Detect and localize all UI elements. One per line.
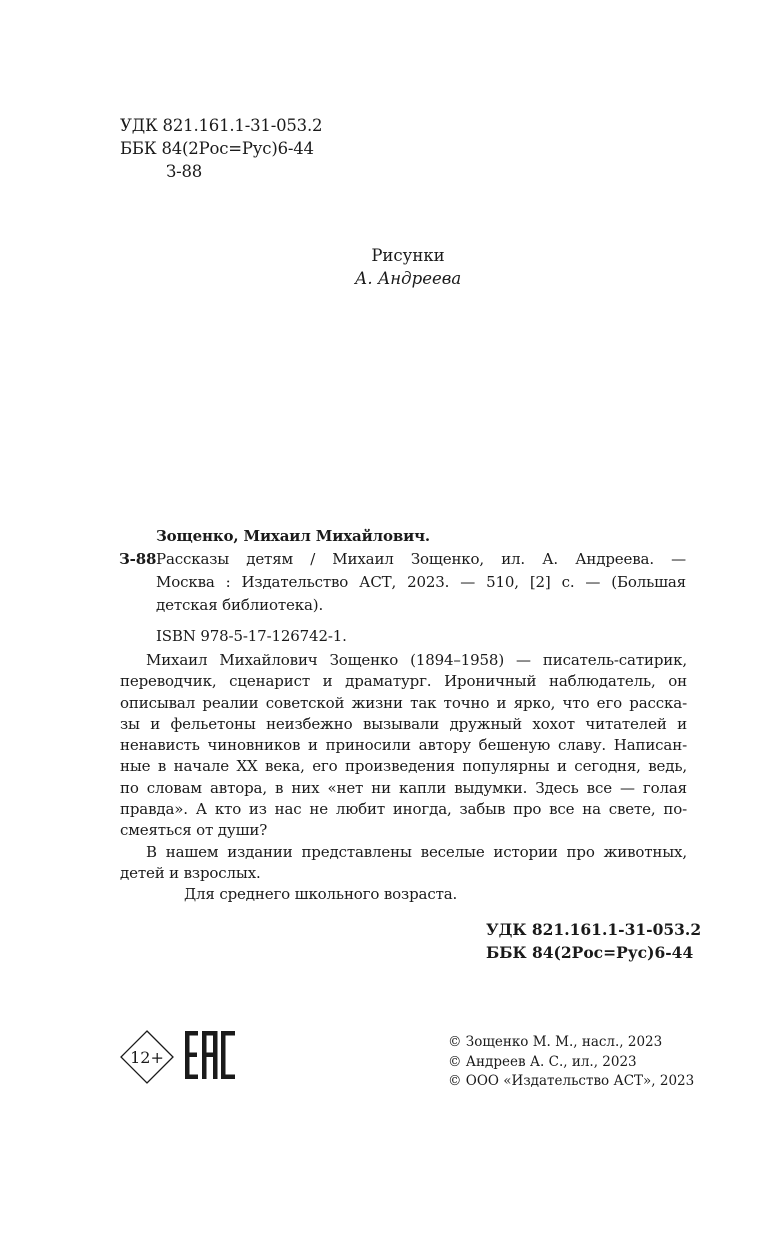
annotation-line: Михаил Михайлович Зощенко (1894–1958) — писатель-сатирик, [146,651,687,669]
age-rating-label: 12+ [130,1048,164,1067]
udk-code: УДК 821.161.1-31-053.2 [120,116,323,135]
age-rating-icon [120,1030,174,1084]
annotation-line: зы и фельетоны неизбежно вызывали дружный хохот читателей и [120,714,687,733]
eac-conformity-icon [184,1030,236,1080]
bibliographic-author-mark: З-88 [119,550,157,568]
annotation-line: В нашем издании представлены веселые истории про животных, [146,842,687,861]
bibliographic-line: Рассказы детям / Михаил Зощенко, ил. А. Андреева. — [156,550,686,568]
illustrator-name: А. Андреева [354,269,462,288]
audience-note: Для среднего школьного возраста. [184,885,458,904]
illustrator-credit [320,244,496,290]
bibliographic-line: детская библиотека). [156,596,324,614]
annotation-line: переводчик, сценарист и драматург. Ироничный наблюдатель, он [120,672,687,691]
annotation-line: описывал реалии советской жизни так точно и ярко, что его расска- [120,693,687,712]
bbk-code: ББК 84(2Рос=Рус)6-44 [120,139,314,158]
annotation-line: ные в начале XX века, его произведения популярны и сегодня, ведь, [120,757,687,776]
bbk-code: ББК 84(2Рос=Рус)6-44 [486,943,694,962]
copyright-line: © Зощенко М. М., насл., 2023 [448,1034,663,1050]
classification-codes-top [120,114,322,183]
bibliographic-line: Москва : Издательство АСТ, 2023. — 510, [2] с. — (Большая [156,573,686,591]
classification-codes-bottom [486,918,701,964]
udk-code: УДК 821.161.1-31-053.2 [486,920,702,939]
annotation [120,650,687,906]
isbn: ISBN 978-5-17-126742-1. [156,627,347,645]
copyright-notices [448,1033,694,1092]
annotation-line: по словам автора, в них «нет ни капли выдумки. Здесь все — голая [120,778,687,797]
copyright-line: © Андреев А. С., ил., 2023 [448,1053,637,1070]
annotation-line: ненависть чиновников и приносили автору бешеную славу. Написан- [120,736,687,755]
bibliographic-heading: Зощенко, Михаил Михайлович. [156,527,430,545]
copyright-line: © ООО «Издательство АСТ», 2023 [448,1073,695,1089]
annotation-line: смеяться от души? [120,821,268,840]
annotation-line: правда». А кто из нас не любит иногда, забыв про все на свете, по- [120,800,687,819]
illustrations-label: Рисунки [371,246,445,265]
annotation-line: детей и взрослых. [120,863,261,882]
author-mark: З-88 [166,162,203,181]
bibliographic-record [0,525,768,648]
